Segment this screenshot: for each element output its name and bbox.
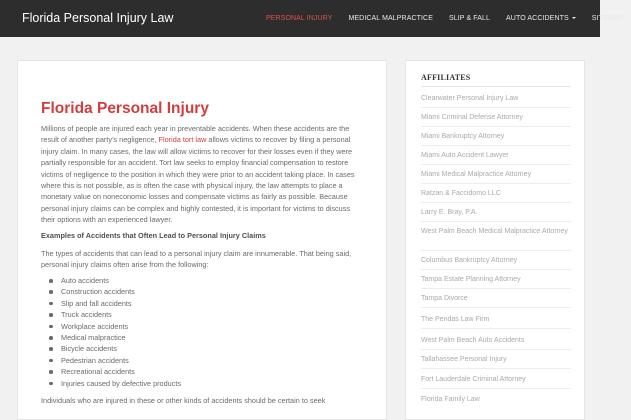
nav-auto-accidents-label: AUTO ACCIDENTS [506, 15, 569, 22]
affiliate-link[interactable]: Columbus Bankruptcy Attorney [421, 257, 518, 264]
affiliate-link[interactable]: Miami Medical Malpractice Attorney [421, 171, 532, 178]
affiliate-link[interactable]: Clearwater Personal Injury Law [421, 95, 519, 102]
intro-text-end: allows victims to recover by filing a personal injury claim. In many cases, the law will allow victims to recover for their losses even if they were partially responsible for an accident. Tort law seeks to employ financial compensation to restore victims of negligence to the position in which they were prior to an accident taking place. In cases where this is not possible, as is often the case with physical injury, the law attempts to place a monetary value on noneconomic losses and compensate victims as fairly as possible. Because personal injury claims can be complex and highly contested, it is important for victims to discuss their options with an experienced lawyer. [41, 135, 355, 225]
intro-paragraph [41, 123, 357, 226]
accident-list [41, 275, 181, 389]
list-item: Recreational accidents [41, 366, 181, 377]
divider [421, 107, 571, 108]
list-item: Workplace accidents [41, 321, 181, 332]
affiliate-link[interactable]: Larry E. Bray, P.A. [421, 209, 478, 216]
list-item: Truck accidents [41, 309, 181, 320]
list-item: Bicycle accidents [41, 343, 181, 354]
types-paragraph: The types of accidents that can lead to a personal injury claim are innumerable. That being said, personal injury claims often arise from the following: [41, 249, 352, 270]
widget-title: AFFILIATES [421, 73, 471, 82]
affiliate-link[interactable]: Miami Bankruptcy Attorney [421, 133, 505, 140]
divider [421, 145, 571, 146]
affiliate-link[interactable]: West Palm Beach Medical Malpractice Attorney [421, 228, 568, 235]
divider [421, 183, 571, 184]
affiliate-link[interactable]: Tampa Divorce [421, 295, 468, 302]
divider [421, 221, 571, 222]
divider [421, 349, 571, 350]
affiliate-link[interactable]: Tallahassee Personal Injury [421, 356, 507, 363]
divider [421, 307, 571, 308]
affiliate-link[interactable]: Tampa Estate Planning Attorney [421, 276, 521, 283]
divider [421, 126, 571, 127]
affiliate-link[interactable]: The Pendas Law Firm [421, 316, 490, 323]
divider [421, 250, 571, 251]
list-item: Slip and fall accidents [41, 298, 181, 309]
affiliates-sidebar [405, 60, 585, 420]
top-navbar [0, 0, 624, 37]
nav-sitemap[interactable]: SITEMAP [591, 15, 624, 22]
site-brand[interactable]: Florida Personal Injury Law [22, 11, 174, 25]
affiliate-link[interactable]: Fort Lauderdale Criminal Attorney [421, 376, 526, 383]
florida-tort-law-link[interactable]: Florida tort law [158, 135, 207, 145]
nav-personal-injury[interactable]: PERSONAL INJURY [266, 15, 333, 22]
list-item: Medical malpractice [41, 332, 181, 343]
affiliate-link[interactable]: Miami Auto Accident Lawyer [421, 152, 509, 159]
nav-slip-fall[interactable]: SLIP & FALL [448, 15, 491, 22]
main-content [17, 60, 387, 420]
divider [421, 288, 571, 289]
page-title: Florida Personal Injury [41, 100, 209, 117]
list-item: Construction accidents [41, 286, 181, 297]
caret-down-icon [572, 17, 576, 19]
divider [421, 164, 571, 165]
affiliate-link[interactable]: Miami Criminal Defense Attorney [421, 114, 523, 121]
nav-medical-malpractice[interactable]: MEDICAL MALPRACTICE [348, 15, 433, 22]
closing-paragraph: Individuals who are injured in these or other kinds of accidents should be certain to seek [41, 396, 326, 405]
divider [421, 388, 571, 389]
divider [421, 202, 571, 203]
list-item: Pedestrian accidents [41, 355, 181, 366]
list-item: Injuries caused by defective products [41, 378, 181, 389]
main-nav [258, 0, 631, 37]
divider [421, 269, 571, 270]
affiliate-link[interactable]: Ratzan & Faccidomo LLC [421, 190, 501, 197]
nav-auto-accidents[interactable] [498, 0, 584, 37]
divider [421, 368, 571, 369]
section-subheading: Examples of Accidents that Often Lead to Personal Injury Claims [41, 231, 266, 240]
intro-text-start: Millions of people are injured each year in preventable accidents. When these accidents are the result of another party’s negligence, [41, 124, 350, 145]
affiliate-link[interactable]: Florida Family Law [421, 396, 480, 403]
list-item: Auto accidents [41, 275, 181, 286]
affiliate-link[interactable]: West Palm Beach Auto Accidents [421, 337, 525, 344]
widget-divider [421, 86, 571, 87]
divider [421, 328, 571, 329]
